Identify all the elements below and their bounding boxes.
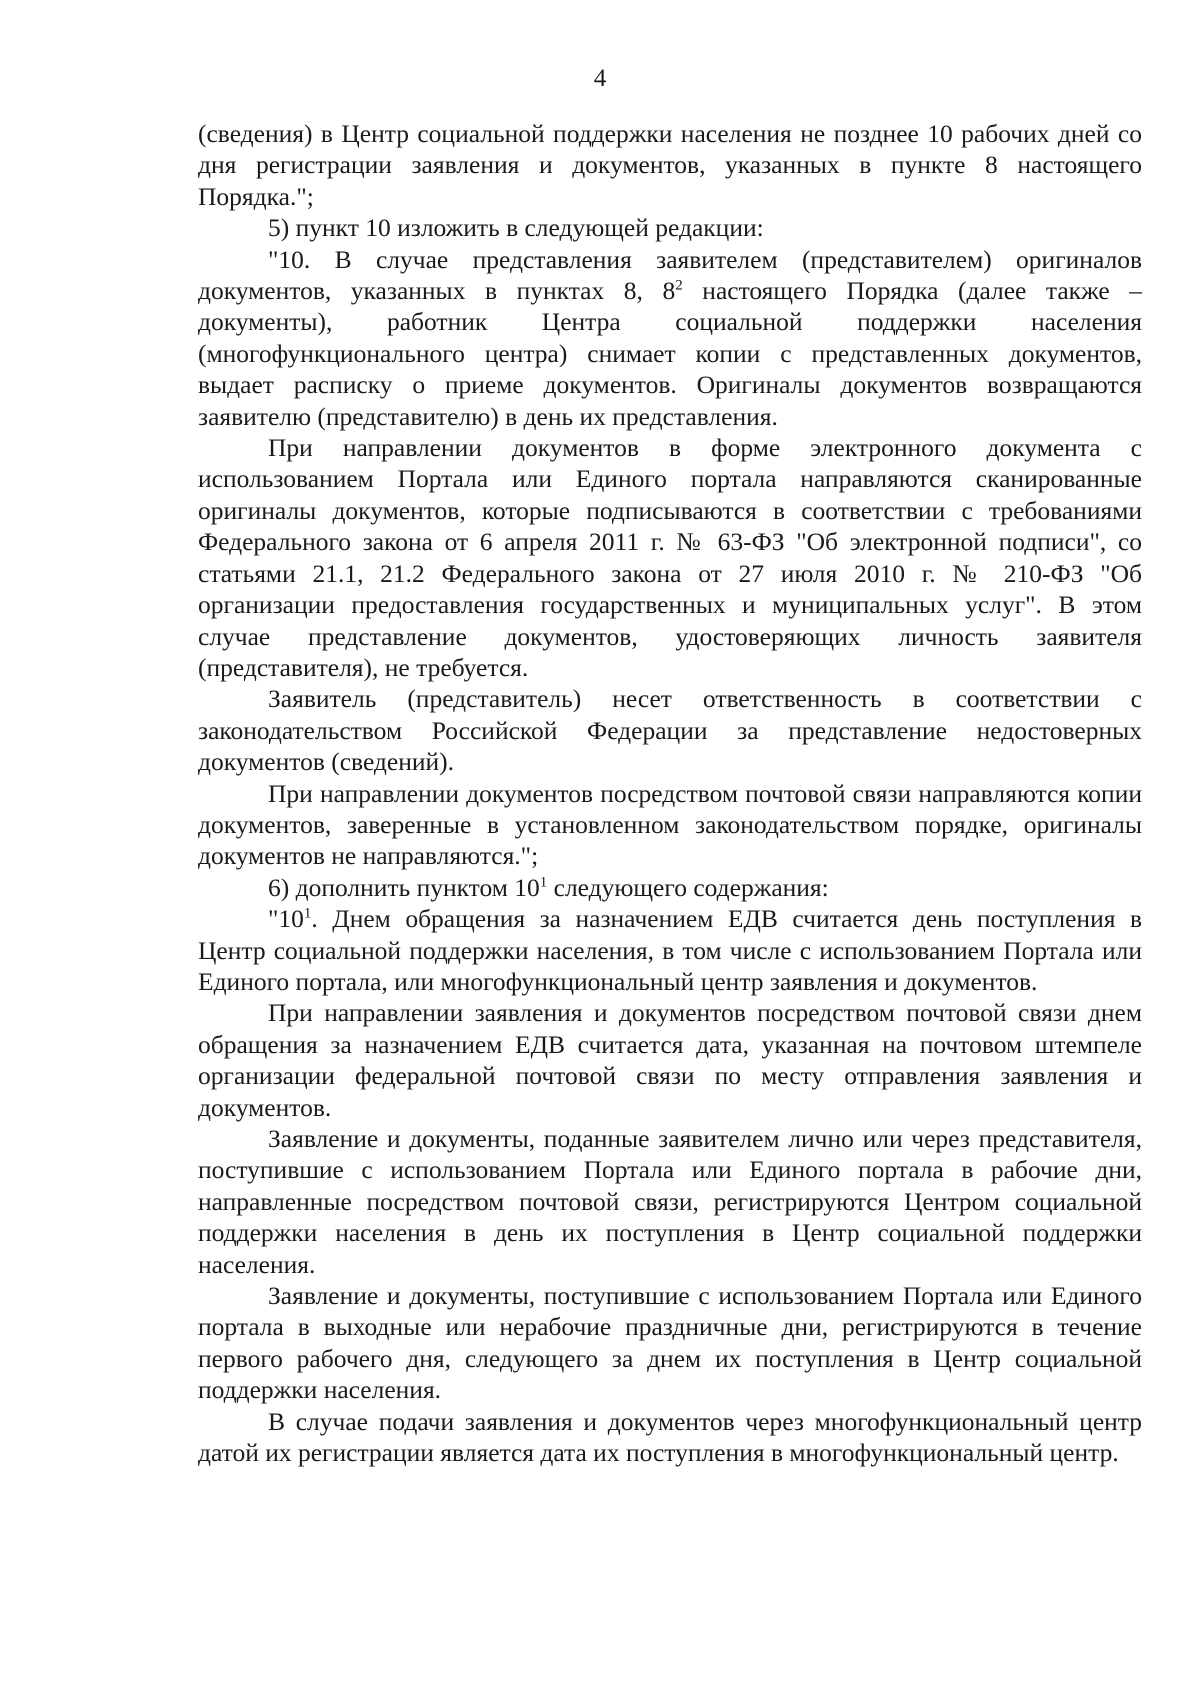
paragraph-3-text-after: настоящего Порядка (далее также – документы), работник Центра социальной поддержки населения (многофункционального центра) снимает копии с представленных документов, выдает расписку о приеме документов. Оригиналы документов возвращаются заявителю (представителю) в день их представления.: [198, 276, 1142, 431]
page-number: 4: [593, 65, 607, 92]
superscript-2: 2: [675, 277, 683, 294]
paragraph-3-text-before: "10. В случае представления заявителем (представителем) оригиналов документов, указанных в пунктах 8, 8: [198, 244, 1142, 306]
document-body: [198, 118, 1142, 1468]
paragraph-9: При направлении заявления и документов посредством почтовой связи днем обращения за назначением ЕДВ считается дата, указанная на почтовом штемпеле организации федеральной почтовой связи по месту отправления заявления и документов.: [198, 998, 1142, 1122]
paragraph-12: В случае подачи заявления и документов через многофункциональный центр датой их регистрации является дата их поступления в многофункциональный центр.: [198, 1406, 1142, 1468]
paragraph-2: 5) пункт 10 изложить в следующей редакции:: [268, 213, 764, 243]
paragraph-8: [198, 903, 1142, 997]
paragraph-8-text-before: "10: [268, 904, 304, 934]
paragraph-7: [198, 872, 1142, 903]
paragraph-11: Заявление и документы, поступившие с использованием Портала или Единого портала в выходные или нерабочие праздничные дни, регистрируются в течение первого рабочего дня, следующего за днем их поступления в Центр социальной поддержки населения.: [198, 1281, 1142, 1405]
superscript-1: 1: [539, 874, 548, 891]
paragraph-7-text-before: 6) дополнить пунктом 10: [268, 872, 540, 902]
paragraph-3: [198, 244, 1142, 432]
paragraph-1: (сведения) в Центр социальной поддержки населения не позднее 10 рабочих дней со дня регистрации заявления и документов, указанных в пункте 8 настоящего Порядка.";: [198, 119, 1142, 211]
superscript-1b: 1: [303, 905, 312, 922]
paragraph-10: Заявление и документы, поданные заявителем лично или через представителя, поступившие с использованием Портала или Единого портала в рабочие дни, направленные посредством почтовой связи, регистрируются Центром социальной поддержки населения в день их поступления в Центр социальной поддержки населения.: [198, 1124, 1142, 1279]
paragraph-5: Заявитель (представитель) несет ответственность в соответствии с законодательством Российской Федерации за представление недостоверных документов (сведений).: [198, 684, 1142, 777]
paragraph-6: При направлении документов посредством почтовой связи направляются копии документов, заверенные в установленном законодательством порядке, оригиналы документов не направляются.";: [198, 778, 1142, 871]
paragraph-7-text-after: следующего содержания:: [547, 872, 829, 902]
paragraph-8-text-after: . Днем обращения за назначением ЕДВ считается день поступления в Центр социальной поддержки населения, в том числе с использованием Портала или Единого портала, или многофункциональный центр заявления и документов.: [198, 904, 1142, 996]
paragraph-4: При направлении документов в форме электронного документа с использованием Портала или Единого портала направляются сканированные оригиналы документов, которые подписываются в соответствии с требованиями Федерального закона от 6 апреля 2011 г. № 63-ФЗ "Об электронной подписи", со статьями 21.1, 21.2 Федерального закона от 27 июля 2010 г. № 210-ФЗ "Об организации предоставления государственных и муниципальных услуг". В этом случае представление документов, удостоверяющих личность заявителя (представителя), не требуется.: [198, 433, 1142, 682]
